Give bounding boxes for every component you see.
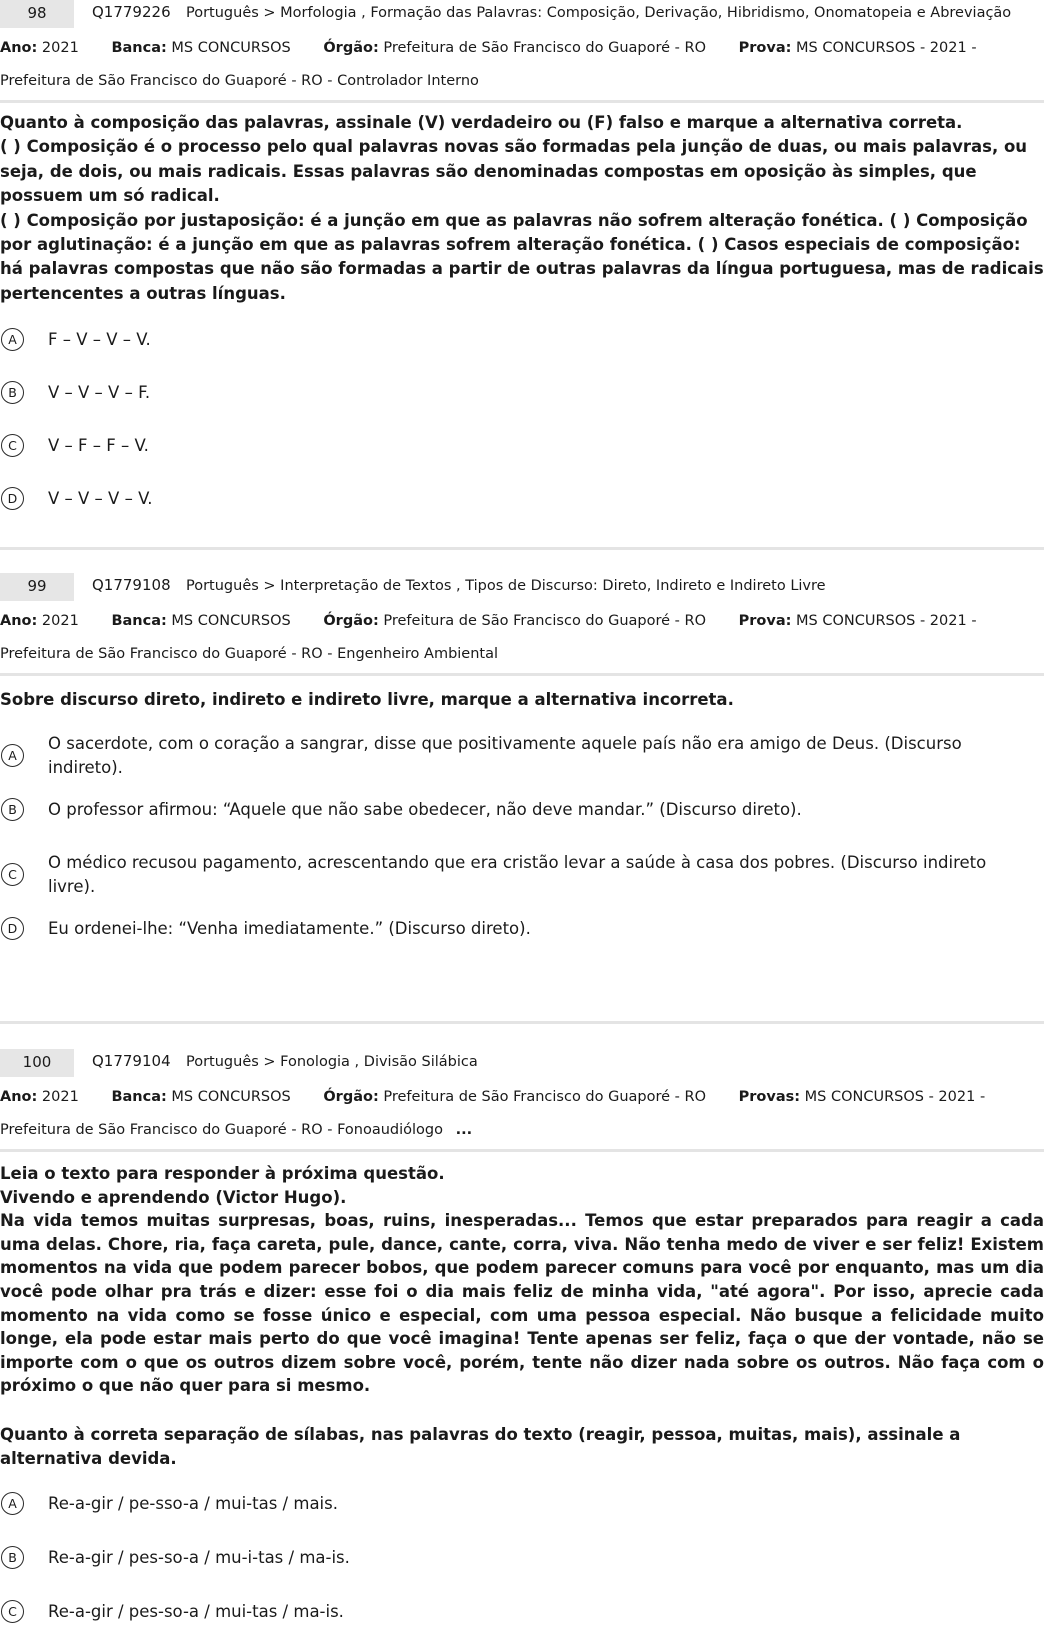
alternative-text: Re-a-gir / pes-so-a / mu-i-tas / ma-is. [48,1548,350,1568]
question-99 [0,573,1044,941]
orgao-value[interactable]: Prefeitura de São Francisco do Guaporé - RO [383,613,707,629]
ano-label: Ano: [0,1089,38,1105]
question-header [0,573,1044,601]
question-meta [0,1081,1038,1147]
stem-line: Leia o texto para responder à próxima questão. [0,1164,445,1183]
question-stem [0,688,1044,712]
banca-label: Banca: [111,40,167,56]
alternative-c[interactable] [0,851,1044,899]
alternative-letter-c[interactable]: C [1,863,24,886]
alternative-letter-a[interactable]: A [1,744,24,767]
alternative-letter-d[interactable]: D [1,917,24,940]
stem-line: Sobre discurso direto, indireto e indireto livre, marque a alternativa incorreta. [0,690,734,709]
alternative-text: V – F – F – V. [48,436,149,456]
question-header [0,1049,1044,1077]
orgao-value[interactable]: Prefeitura de São Francisco do Guaporé - RO [383,1089,707,1105]
alternative-text: V – V – V – F. [48,383,151,403]
stem-text: Na vida temos muitas surpresas, boas, ruins, inesperadas... Temos que estar preparados para reagir a cada uma delas. Chore, ria, faça careta, pule, dance, cante, corra, viva. Não tenha medo de viver e ser feliz! Existem momentos na vida que podem parecer bobos, que podem parecer comuns para você por enquanto, mas um dia você pode olhar pra trás e dizer: esse foi o dia mais feliz de minha vida, "até agora". Por isso, aprecie cada momento na vida como se fosse único e especial, com uma pessoa especial. Não busque a felicidade muito longe, ela pode estar mais perto do que você imagina! Tente apenas ser feliz, faça o que der vontade, não se importe com o que os outros dizem sobre você, porém, tente não dizer nada sobre os outros. Não faça com o próximo o que não quer para si mesmo. [0,1211,1044,1396]
alternatives [0,1492,1044,1624]
alternatives [0,328,1044,511]
alternative-letter-b[interactable]: B [1,798,24,821]
alternative-a[interactable] [0,732,1044,780]
alternative-letter-a[interactable]: A [1,328,24,351]
prova-value[interactable]: MS CONCURSOS - 2021 - Prefeitura de São Francisco do Guaporé - RO - Engenheiro Ambiental [0,613,977,662]
alternative-letter-c[interactable]: C [1,1600,24,1623]
orgao-label: Órgão: [323,1089,379,1105]
prova-label: Prova: [738,40,792,56]
alternative-text: Eu ordenei-lhe: “Venha imediatamente.” (Discurso direto). [48,919,531,939]
divider [0,100,1044,103]
alternative-text: F – V – V – V. [48,330,151,350]
question-number: 100 [0,1049,74,1077]
ano-label: Ano: [0,40,38,56]
ano-value: 2021 [41,40,79,56]
alternative-b[interactable] [0,1546,1044,1570]
question-98 [0,0,1044,511]
alternative-text: V – V – V – V. [48,489,153,509]
alternative-letter-d[interactable]: D [1,487,24,510]
stem-line: Vivendo e aprendendo (Victor Hugo). [0,1187,347,1207]
question-number: 98 [0,0,74,28]
more-provas-button[interactable]: ... [455,1122,473,1138]
subject-breadcrumb[interactable]: Português > Interpretação de Textos , Tipos de Discurso: Direto, Indireto e Indireto Livre [186,578,826,594]
ano-value: 2021 [41,613,79,629]
question-id-link[interactable]: Q1779108 [92,576,171,594]
question-id-link[interactable]: Q1779104 [92,1052,171,1070]
question-separator [0,547,1044,550]
banca-label: Banca: [111,1089,167,1105]
alternative-text: Re-a-gir / pe-sso-a / mui-tas / mais. [48,1494,338,1514]
alternative-b[interactable] [0,381,1044,405]
alternative-letter-b[interactable]: B [1,381,24,404]
alternative-text: O professor afirmou: “Aquele que não sabe obedecer, não deve mandar.” (Discurso direto). [48,800,802,820]
stem-question: Quanto à correta separação de sílabas, nas palavras do texto (reagir, pessoa, muitas, mais), assinale a alternativa devida. [0,1424,961,1468]
alternatives [0,732,1044,941]
banca-value[interactable]: MS CONCURSOS [171,40,291,56]
subject-breadcrumb[interactable]: Português > Morfologia , Formação das Palavras: Composição, Derivação, Hibridismo, Onomatopeia e Abreviação [186,5,1012,21]
divider [0,1149,1044,1152]
banca-label: Banca: [111,613,167,629]
question-number: 99 [0,573,74,601]
alternative-letter-a[interactable]: A [1,1492,24,1515]
alternative-c[interactable] [0,434,1044,458]
banca-value[interactable]: MS CONCURSOS [171,613,291,629]
alternative-d[interactable] [0,487,1044,511]
question-id-link[interactable]: Q1779226 [92,3,171,21]
stem-line: ( ) Composição por justaposição: é a junção em que as palavras não sofrem alteração fonética. ( ) Composição por aglutinação: é a junção em que as palavras sofrem alteração fonética. ( ) Casos especiais de composição: há palavras compostas que não são formadas a partir de outras palavras da língua portuguesa, mas de radicais pertencentes a outras línguas. [0,210,1044,303]
orgao-label: Órgão: [323,40,379,56]
provas-label: Provas: [738,1089,801,1105]
question-separator [0,1021,1044,1024]
prova-label: Prova: [738,613,792,629]
provas-value[interactable]: MS CONCURSOS - 2021 - Prefeitura de São Francisco do Guaporé - RO - Fonoaudiólogo [0,1089,986,1138]
alternative-letter-c[interactable]: C [1,434,24,457]
question-100 [0,1049,1044,1624]
alternative-a[interactable] [0,1492,1044,1516]
ano-value: 2021 [41,1089,79,1105]
orgao-value[interactable]: Prefeitura de São Francisco do Guaporé - RO [383,40,707,56]
stem-line: ( ) Composição é o processo pelo qual palavras novas são formadas pela junção de duas, ou mais palavras, ou seja, de dois, ou mais radicais. Essas palavras são denominadas compostas em oposição às simples, que possuem um só radical. [0,137,1028,206]
ano-label: Ano: [0,613,38,629]
prova-value[interactable]: MS CONCURSOS - 2021 - Prefeitura de São Francisco do Guaporé - RO - Controlador Interno [0,40,977,89]
alternative-text: Re-a-gir / pes-so-a / mui-tas / ma-is. [48,1602,344,1622]
question-meta [0,32,1038,98]
alternative-a[interactable] [0,328,1044,352]
subject-breadcrumb[interactable]: Português > Fonologia , Divisão Silábica [186,1054,478,1070]
question-stem [0,111,1044,306]
orgao-label: Órgão: [323,613,379,629]
divider [0,673,1044,676]
alternative-text: O sacerdote, com o coração a sangrar, disse que positivamente aquele país não era amigo de Deus. (Discurso indireto). [48,734,962,778]
stem-line: Quanto à composição das palavras, assinale (V) verdadeiro ou (F) falso e marque a alternativa correta. [0,113,963,132]
question-header [0,0,1044,28]
question-stem [0,1162,1044,1470]
banca-value[interactable]: MS CONCURSOS [171,1089,291,1105]
alternative-text: O médico recusou pagamento, acrescentando que era cristão levar a saúde à casa dos pobres. (Discurso indireto livre). [48,853,987,897]
alternative-letter-b[interactable]: B [1,1546,24,1569]
question-meta [0,605,1038,671]
alternative-b[interactable] [0,798,1044,822]
alternative-d[interactable] [0,917,1044,941]
alternative-c[interactable] [0,1600,1044,1624]
